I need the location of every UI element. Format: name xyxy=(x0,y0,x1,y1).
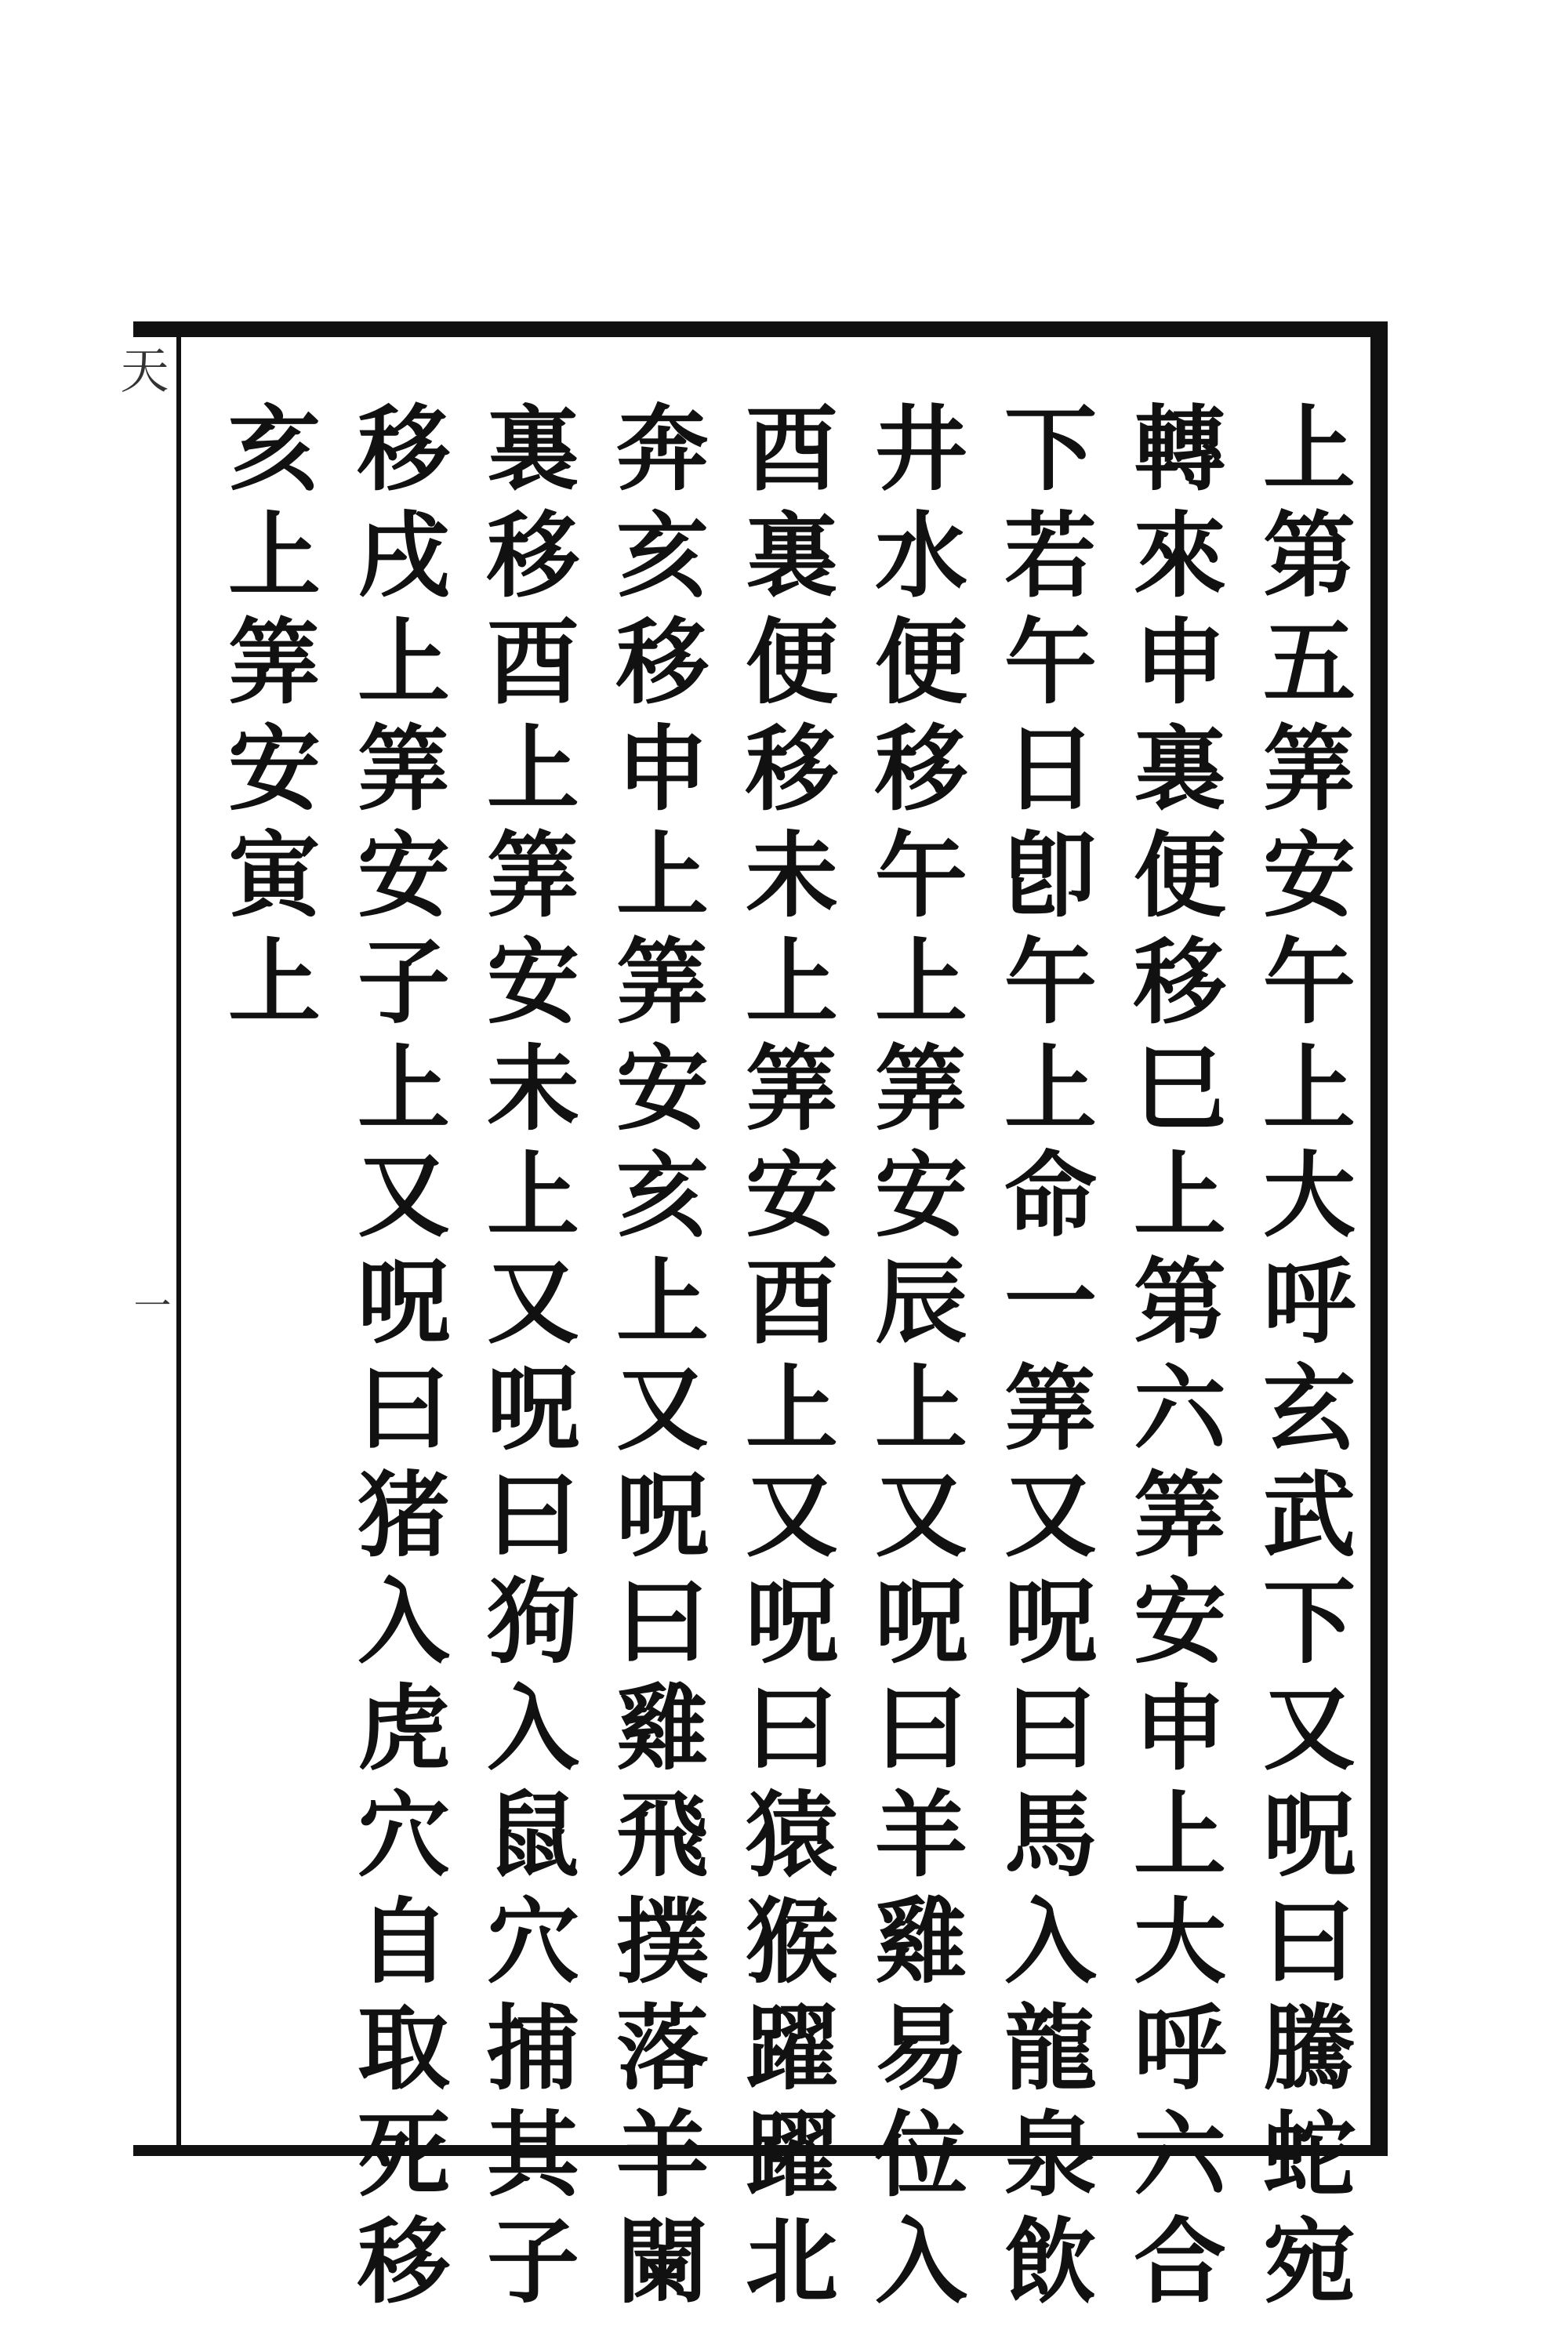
text-column-9: 亥上筭安寅上 xyxy=(212,400,321,1040)
text-column-7: 裏移酉上筭安未上又呪曰狗入鼠穴捕其子 xyxy=(471,400,580,2319)
inner-rule xyxy=(176,337,181,2148)
text-column-8: 移戌上筭安子上又呪曰猪入虎穴自取死移 xyxy=(342,400,451,2319)
margin-label: 一 xyxy=(127,1286,171,1327)
text-column-1: 上第五筭安午上大呼玄武下又呪曰騰蛇宛 xyxy=(1247,400,1356,2319)
text-column-4: 井水便移午上筭安辰上又呪曰羊雞易位入 xyxy=(859,400,968,2319)
margin-title: 天 xyxy=(112,345,169,397)
text-column-5: 酉裏便移未上筭安酉上又呪曰猿猴躍躍北 xyxy=(730,400,839,2319)
text-column-2: 轉來申裏便移巳上第六筭安申上大呼六合 xyxy=(1118,400,1227,2319)
text-column-3: 下若午日卽午上命一筭又呪曰馬入龍泉飲 xyxy=(989,400,1098,2319)
text-column-6: 奔亥移申上筭安亥上又呪曰雞飛撲落羊闌 xyxy=(601,400,710,2319)
margin-strip xyxy=(94,345,172,2148)
